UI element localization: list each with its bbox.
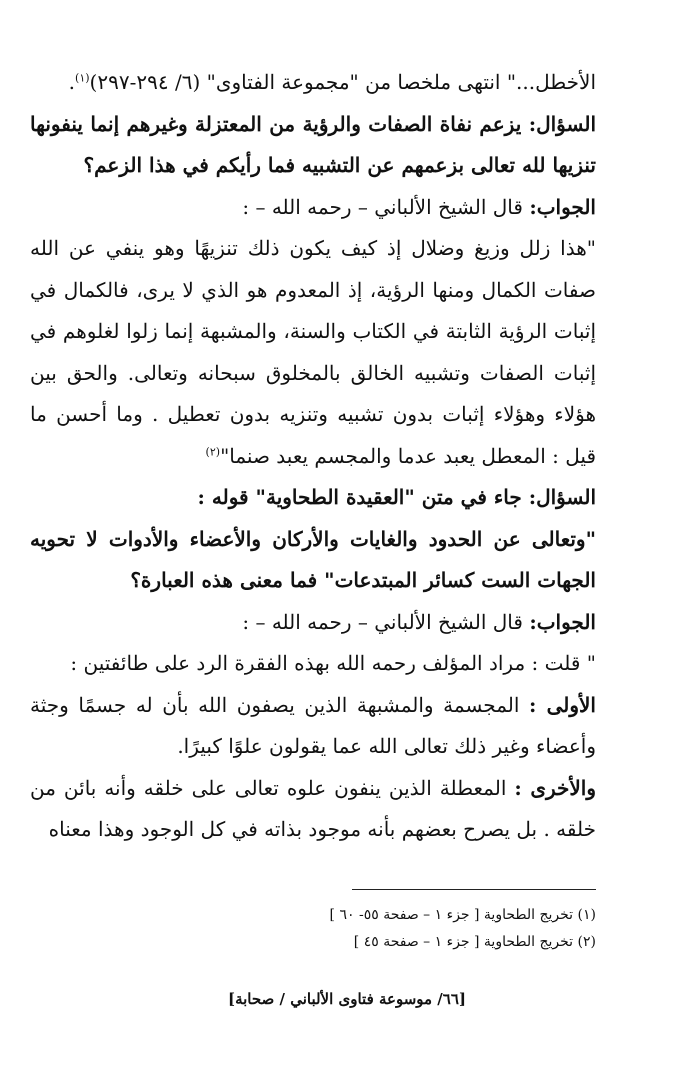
answer-1-intro [30, 187, 596, 229]
citation-text: الأخطل..." انتهى ملخصا من "مجموعة الفتاوى" (٦/ ٢٩٤-٢٩٧) [89, 70, 596, 94]
answer-1-body [30, 228, 596, 477]
question-2-text: جاء في متن "العقيدة الطحاوية" قوله : [197, 485, 529, 509]
page-footer: [٦٦/ موسوعة فتاوى الألباني / صحابة] [227, 990, 467, 1008]
footnotes [30, 902, 596, 956]
answer-2-intro-text: قال الشيخ الألباني – رحمه الله – : [242, 609, 530, 634]
question-2 [30, 477, 596, 519]
question-2-quote [30, 519, 596, 602]
question-2-quote-text: "وتعالى عن الحدود والغايات والأركان والأعضاء والأدوات لا تحويه الجهات الست كسائر المبتدعات" فما معنى هذه العبارة؟ [30, 526, 596, 592]
first-group [30, 685, 596, 768]
answer-1-body-text: "هذا زلل وزيغ وضلال إذ كيف يكون ذلك تنزيهًا وهو ينفي عن الله صفات الكمال ومنها الرؤية، إذ المعدوم هو الذي لا يرى، فالكمال في إثبات الرؤية الثابتة في الكتاب والسنة، والمشبهة إنما زلوا لغلوهم في إثبات الصفات وتشبيه الخالق بالمخلوق سبحانه وتعالى. والحق بين هؤلاء وهؤلاء إثبات بدون تشبيه وتنزيه بدون تعطيل . وما أحسن ما قيل : المعطل يعبد عدما والمجسم يعبد صنما" [30, 236, 596, 468]
footnote-1: (١) تخريج الطحاوية [ جزء ١ – صفحة ٥٥- ٦٠ ] [329, 907, 596, 923]
paragraph-citation [30, 62, 596, 104]
second-group-text: المعطلة الذين ينفون علوه تعالى على خلقه وأنه بائن من خلقه . بل يصرح بعضهم بأنه موجود بذاته في كل الوجود وهذا معناه [30, 775, 596, 841]
footnote-ref-1: (١) [75, 71, 90, 85]
answer-2-label: الجواب: [529, 609, 596, 634]
answer-1-label: الجواب: [529, 194, 596, 219]
second-group-label: والأخرى : [514, 775, 596, 800]
question-1 [30, 104, 596, 187]
question-2-label: السؤال: [528, 485, 596, 509]
second-group [30, 768, 596, 851]
answer-2-body [30, 643, 596, 685]
answer-2-intro [30, 602, 596, 644]
footnote-2: (٢) تخريج الطحاوية [ جزء ١ – صفحة ٤٥ ] [353, 934, 596, 950]
answer-1-intro-text: قال الشيخ الألباني – رحمه الله – : [242, 194, 530, 219]
first-group-text: المجسمة والمشبهة الذين يصفون الله بأن له جسمًا وجثة وأعضاء وغير ذلك تعالى الله عما يقولون علوًا كبيرًا. [30, 692, 596, 758]
question-1-text: يزعم نفاة الصفات والرؤية من المعتزلة وغيرهم إنما ينفونها تنزيها لله تعالى بزعمهم عن التشبيه فما رأيكم في هذا الزعم؟ [30, 111, 596, 177]
footnote-ref-2: (٢) [205, 444, 221, 458]
footnote-separator [352, 889, 596, 890]
question-1-label: السؤال: [528, 111, 596, 136]
answer-2-body-text: " قلت : مراد المؤلف رحمه الله بهذه الفقرة الرد على طائفتين : [70, 651, 596, 675]
citation-period: . [68, 70, 76, 94]
first-group-label: الأولى : [529, 692, 596, 717]
